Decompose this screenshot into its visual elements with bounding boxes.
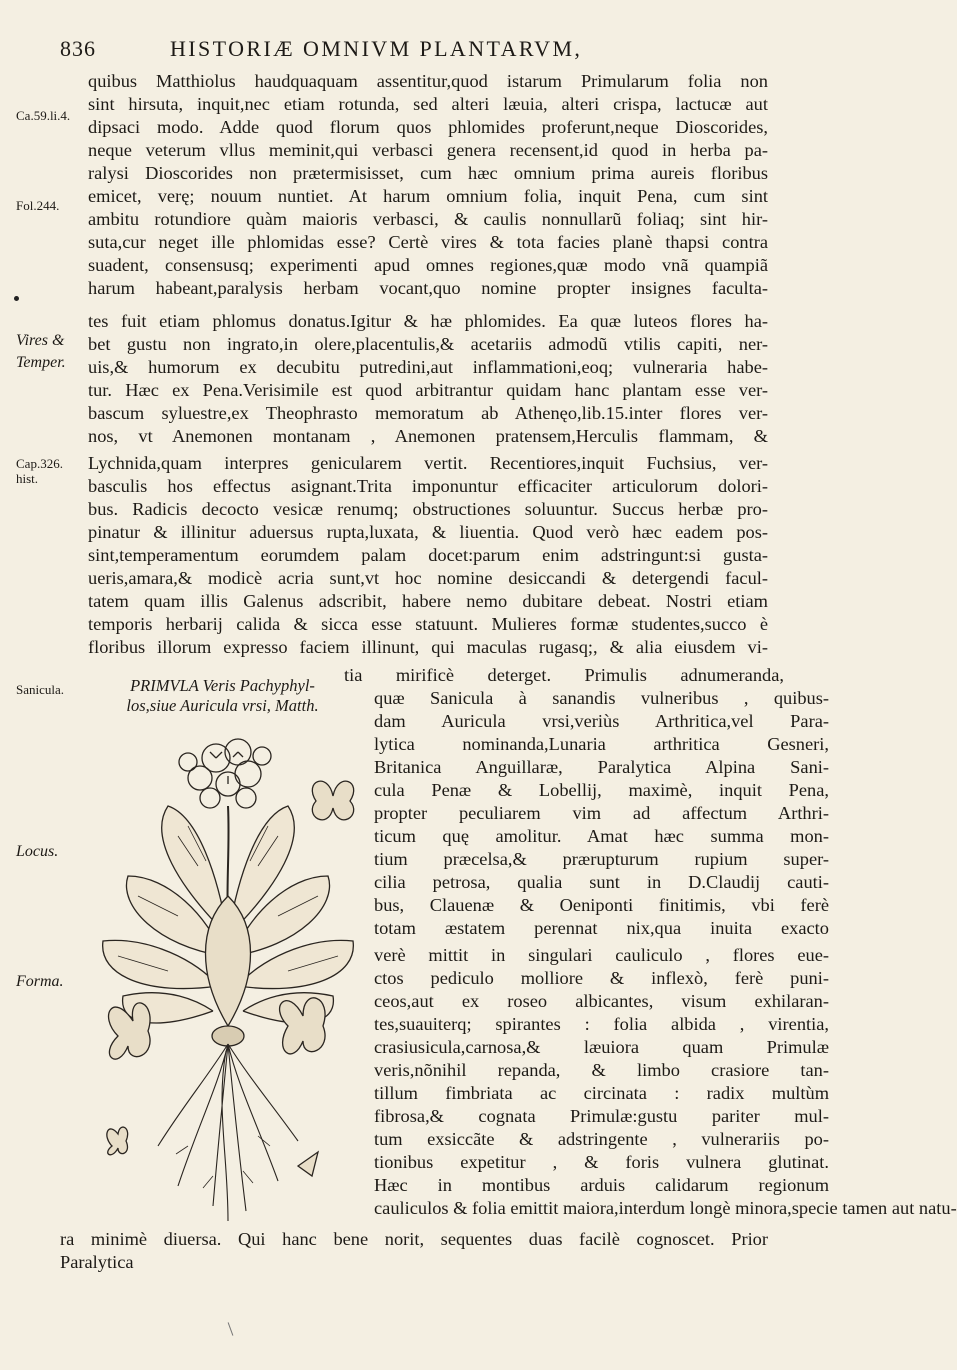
text-line: sint hirsuta, inquit,nec etiam rotunda, sed alteri læuia, alteri crispa, lactucæ aut [88, 94, 768, 114]
text-line: tes fuit etiam phlomus donatus.Igitur & hæ phlomides. Ea quæ luteos flores ha- [88, 311, 768, 331]
text-line: Britanica Anguillaræ, Paralytica Alpina Sani- [374, 757, 829, 777]
text-line: floribus illorum expresso faciem illinunt, qui maculas rugasq;, & alia eiusdem vi- [88, 637, 768, 657]
text-line: Lychnida,quam interpres genicularem vertit. Recentiores,inquit Fuchsius, ver- [88, 453, 768, 473]
text-line: sint,temperamentum eorumdem palam docet:parum enim adstringunt:si gusta- [88, 545, 768, 565]
margin-note: Fol.244. [16, 198, 60, 213]
margin-note: Forma. [16, 973, 64, 990]
text-line: suadent, consensusq; experimenti apud omnes regiones,quæ modo vnã quampiã [88, 255, 768, 275]
text-line: tur. Hæc ex Pena.Verisimile est quod arbitrantur quidam hanc plantam esse ver- [88, 380, 768, 400]
margin-note: Ca.59.li.4. [16, 108, 71, 123]
text-line: uis,& humorum ex decubitu putredini,aut inflammationi,eoq; vulneraria habe- [88, 357, 768, 377]
text-line: harum habeant,paralysis herbam vocant,quo nomine propter insignes faculta- [88, 278, 768, 298]
text-line: bus. Radicis decocto vesicæ renumq; obstructiones soluuntur. Succus herbæ pro- [88, 499, 768, 519]
margin-note: Locus. [16, 843, 59, 860]
text-line: tium præcelsa,& prærupturum rupium super- [374, 849, 829, 869]
text-line: cula Penæ & Lobellij, maximè, inquit Pena, [374, 780, 829, 800]
text-line: ralysi Dioscorides non prætermisisset, cum hæc omnium prima aureis floribus [88, 163, 768, 183]
text-line: ra minimè diuersa. Qui hanc bene norit, sequentes duas facilè cognoscet. Prior [60, 1229, 768, 1249]
text-line: bus, Clauenæ & Oeniponti finitimis, vbi ferè [374, 895, 829, 915]
margin-note: Vires & Temper. [16, 332, 66, 371]
text-line: tatem quam illis Galenus adscribit, habere nemo dubitare debeat. Nostri etiam [88, 591, 768, 611]
text-line: dipsaci modo. Adde quod florum quos phlomides proferunt,neque Dioscorides, [88, 117, 768, 137]
text-line: tia mirificè deterget. Primulis adnumeranda, [344, 665, 784, 685]
text-line: ctos pediculo molliore & inflexò, ferè puni- [374, 968, 829, 988]
page-mark [228, 1322, 234, 1335]
margin-note: Cap.326. hist. [16, 456, 63, 486]
text-line: totam æstatem perennat nix,qua inuita exacto [374, 918, 829, 938]
text-line: propter peculiarem vim ad affectum Arthri- [374, 803, 829, 823]
bullet-mark [14, 296, 19, 301]
margin-note: Sanicula. [16, 682, 65, 697]
text-line: ambitu rotundiore quàm maioris verbasci, & caulis nonnullarũ foliaq; sint hir- [88, 209, 768, 229]
text-line: lytica nominanda,Lunaria arthritica Gesneri, [374, 734, 829, 754]
figure-caption-line: PRIMVLA Veris Pachyphyl- [130, 676, 315, 695]
text-line: quibus Matthiolus haudquaquam assentitur,quod istarum Primularum folia non [88, 71, 768, 91]
primula-woodcut-illustration [88, 726, 370, 1226]
text-line: pinatur & illinitur aduersus rupta,luxata, & liuentia. Quod verò hæc eadem pos- [88, 522, 768, 542]
text-line: Hæc in montibus arduis calidarum regionum [374, 1175, 829, 1195]
text-line: verè mittit in singulari cauliculo , flores eue- [374, 945, 829, 965]
text-line: tionibus expetitur , & foris vulnera glutinat. [374, 1152, 829, 1172]
text-line: temporis herbarij calida & sicca esse statuunt. Mulieres formæ studentes,succo è [88, 614, 768, 634]
text-line: tes,suauiterq; spirantes : folia albida , virentia, [374, 1014, 829, 1034]
text-line: bascum syluestre,ex Theophrasto memoratum ab Athenęo,lib.15.inter flores ver- [88, 403, 768, 423]
text-line: bet gustu non ingrato,in olere,placentulis,& acetariis admodũ vtilis capiti, ner- [88, 334, 768, 354]
text-line: ticum quę amolitur. Amat hæc summa mon- [374, 826, 829, 846]
page-number: 836 [60, 36, 96, 61]
text-line: veris,nõnihil repanda, & limbo crasiore tan- [374, 1060, 829, 1080]
text-line: neque veterum vllus meminit,qui verbasci genera recensent,id quod in herba pa- [88, 140, 768, 160]
text-line: crasiusicula,carnosa,& læuiora quam Primulæ [374, 1037, 829, 1057]
text-line: ueris,amara,& modicè acria sunt,vt hoc nomine desiccandi & detergendi facul- [88, 568, 768, 588]
text-line: basculis hos effectus asignant.Trita imponuntur efficaciter articulorum dolori- [88, 476, 768, 496]
text-line: suta,cur neget ille phlomidas esse? Certè vires & tota facies planè thapsi contra [88, 232, 768, 252]
text-line: cilia petrosa, qualia sunt in D.Claudij cauti- [374, 872, 829, 892]
text-line: cauliculos & folia emittit maiora,interdum longè minora,specie tamen aut natu- [374, 1198, 957, 1218]
figure-caption [90, 676, 355, 716]
text-line: Paralytica [60, 1252, 134, 1272]
running-title: HISTORIÆ OMNIVM PLANTARVM, [170, 36, 583, 61]
text-line: fibrosa,& cognata Primulæ:gustu pariter mul- [374, 1106, 829, 1126]
page-header [60, 34, 760, 68]
text-line: dam Auricula vrsi,veriùs Arthritica,vel Para- [374, 711, 829, 731]
text-line: nos, vt Anemonen montanam , Anemonen pratensem,Herculis flammam, & [88, 426, 768, 446]
figure-caption-line: los,siue Auricula vrsi, Matth. [126, 696, 319, 715]
text-line: quæ Sanicula à sanandis vulneribus , quibus- [374, 688, 829, 708]
text-line: ceos,aut ex roseo albicantes, visum exhilaran- [374, 991, 829, 1011]
text-line: tum exsiccãte & adstringente , vulnerariis po- [374, 1129, 829, 1149]
text-line: emicet, verę; nouum nuntiet. At harum omnium folia, inquit Pena, cum sint [88, 186, 768, 206]
text-line: tillum fimbriata ac circinata : radix multùm [374, 1083, 829, 1103]
